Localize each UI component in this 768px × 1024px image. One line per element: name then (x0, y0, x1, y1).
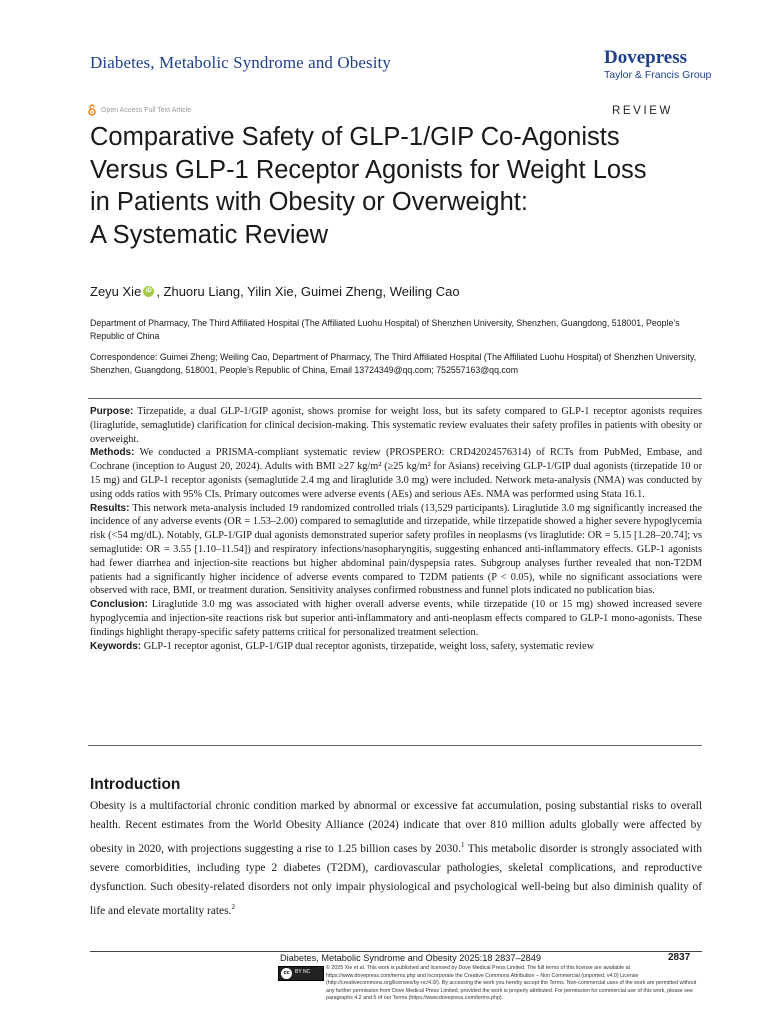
author-list (90, 284, 460, 299)
abstract-keywords (90, 640, 702, 654)
cc-logo-icon: cc (281, 968, 292, 979)
intro-text-1: Obesity is a multifactorial chronic condition marked by abnormal or excessive fat accumulation, posing substantial risks to overall health. Recent estimates from the World Obesity Alliance (2024) indicate that over 810 million adults globally were affected by obesity in 2020, with projections suggesting a rise to 1.25 billion cases by 2030. (90, 800, 702, 855)
article-title (90, 121, 720, 251)
intro-text-2: This metabolic disorder is strongly associated with severe comorbidities, including type 2 diabetes (T2DM), cardiovascular pathologies, skeletal complications, and reproductive dysfunction. Such obesity-related disorders not only impair physiological and psychological well-being but also diminish quality of life and elevate mortality rates. (90, 842, 702, 917)
license-line: © 2025 Xie et al. This work is published and licensed by Dove Medical Press Limited. The full terms of this license are available at https://www.dovepress.com/terms.php and incorporate the Creative Commons Attribution – Non Commercial (unported, v4.0) License (http://creativecommons.org/licenses/by-nc/4.0/). By accessing the work (326, 965, 639, 987)
license-text (326, 965, 702, 1003)
orcid-icon[interactable]: iD (143, 286, 154, 297)
page-number: 2837 (668, 952, 691, 963)
cc-type: BY NC (295, 969, 311, 975)
abstract-bottom-rule (88, 745, 702, 746)
purpose-label: Purpose: (90, 406, 134, 417)
section-heading-introduction: Introduction (90, 776, 181, 793)
title-line: Versus GLP-1 Receptor Agonists for Weight Loss (90, 155, 647, 184)
results-text: This network meta-analysis included 19 randomized controlled trials (13,529 participants). Liraglutide 3.0 mg significantly increased the incidence of any adverse events (OR = 1.53–2.00) compared to semaglutide and tirzepatide, while tirzepatide showed a higher severe hypoglycemia risk (<54 mg/dL). Notably, GLP-1/GIP dual agonists demonstrated superior safety profiles in neoplasms (vs liraglutide: OR = 5.15 [1.28–20.74]; vs semaglutide: OR = 3.55 [1.10–11.54]) and respiratory infections/nasopharyngitis, suggesting enhanced anti-inflammatory effects. GLP-1 agonists had fewer diarrhea and injection-site reactions but higher abdominal pain/dyspepsia rates. Subgroup analyses further revealed that non-T2DM patients had a significantly higher incidence of adverse events compared to T2DM patients (P < 0.05), while no significant associations were observed with race, BMI, or treatment duration. Sensitivity analyses confirmed robustness and funnel plots indicated no publication bias. (90, 502, 702, 597)
keywords-label: Keywords: (90, 640, 142, 652)
affiliation: Department of Pharmacy, The Third Affiliated Hospital (The Affiliated Luohu Hospital) of Shenzhen University, Shenzhen, Guangdong, 518001, People’s Republic of China (90, 318, 680, 341)
open-access-icon (88, 104, 96, 116)
open-access-label (88, 104, 191, 116)
abstract-top-rule (88, 398, 702, 399)
correspondence: Correspondence: Guimei Zheng; Weiling Cao, Department of Pharmacy, The Third Affiliated Hospital (The Affiliated Luohu Hospital) of Shenzhen University, Shenzhen, Guangdong, 518001, People’s Republic of China, Email 13724349@qq.com; 752557163@qq.com (90, 352, 697, 375)
results-label: Results: (90, 502, 130, 514)
abstract-purpose (90, 405, 702, 446)
abstract-conclusion (90, 598, 702, 639)
methods-label: Methods: (90, 447, 135, 459)
author-first: Zeyu Xie (90, 284, 142, 299)
purpose-text: Tirzepatide, a dual GLP-1/GIP agonist, shows promise for weight loss, but its safety compared to GLP-1 receptor agonists requires (liraglutide, semaglutide) clarification for clinical decision-making. This systematic review evaluates their safety profiles in patients with obesity or overweight. (90, 406, 702, 445)
footer-citation: Diabetes, Metabolic Syndrome and Obesity 2025:18 2837–2849 (280, 953, 541, 963)
keywords-text: GLP-1 receptor agonist, GLP-1/GIP dual receptor agonists, tirzepatide, weight loss, safety, systematic review (141, 640, 595, 652)
conclusion-text: Liraglutide 3.0 mg was associated with higher overall adverse events, while tirzepatide (10 or 15 mg) showed increased severe hypoglycemia and injection-site reactions risk but superior anti-inflammatory and anti-neoplasm effects compared to GLP-1 mono-agonists. These findings highlight therapy-specific safety patterns critical for personalized treatment selection. (90, 599, 702, 638)
citation-ref[interactable]: 2 (231, 901, 236, 911)
cc-license-icon[interactable] (278, 966, 324, 981)
citation-ref[interactable]: 1 (460, 840, 465, 849)
introduction-paragraph (90, 797, 702, 921)
abstract-methods (90, 446, 702, 501)
publisher-logo (604, 48, 711, 82)
title-line: in Patients with Obesity or Overweight: (90, 188, 528, 216)
title-line: Comparative Safety of GLP-1/GIP Co-Agonists (90, 123, 620, 151)
conclusion-label: Conclusion: (90, 599, 148, 611)
publisher-name: Dovepress (604, 47, 688, 68)
open-access-text: Open Access Full Text Article (101, 106, 192, 114)
title-line: A Systematic Review (90, 220, 329, 249)
author-rest: , Zhuoru Liang, Yilin Xie, Guimei Zheng, Weiling Cao (156, 284, 460, 299)
abstract-results (90, 502, 702, 599)
license-line: you hereby accept the Terms. Non-commercial uses of the work are permitted without any further permission from Dove Medical Press Limited, provided the work is properly attributed. For permission for commercial use of this work, please see paragraphs 4.2 and 5 of our Terms (https://www.dovepress.com/terms.php). (326, 980, 697, 1002)
abstract (90, 405, 702, 653)
journal-name: Diabetes, Metabolic Syndrome and Obesity (90, 53, 391, 72)
methods-text: We conducted a PRISMA-compliant systematic review (PROSPERO: CRD42024576314) of RCTs from PubMed, Embase, and Cochrane (inception to August 20, 2024). Adults with BMI ≥27 kg/m² (≥25 kg/m² for Asians) receiving GLP-1/GIP dual agonists (tirzepatide 10 or 15 mg) and GLP-1 receptor agonists (semaglutide 2.4 mg and liraglutide 3.0 mg) were included. Network meta-analysis (NMA) was conducted by using odds ratios with 95% CIs. Primary outcomes were adverse events (AEs) and serious AEs. NMA was performed using Stata 16.1. (90, 447, 702, 500)
publisher-group: Taylor & Francis Group (604, 69, 712, 81)
footer-rule (90, 951, 702, 952)
article-type: REVIEW (612, 105, 673, 117)
